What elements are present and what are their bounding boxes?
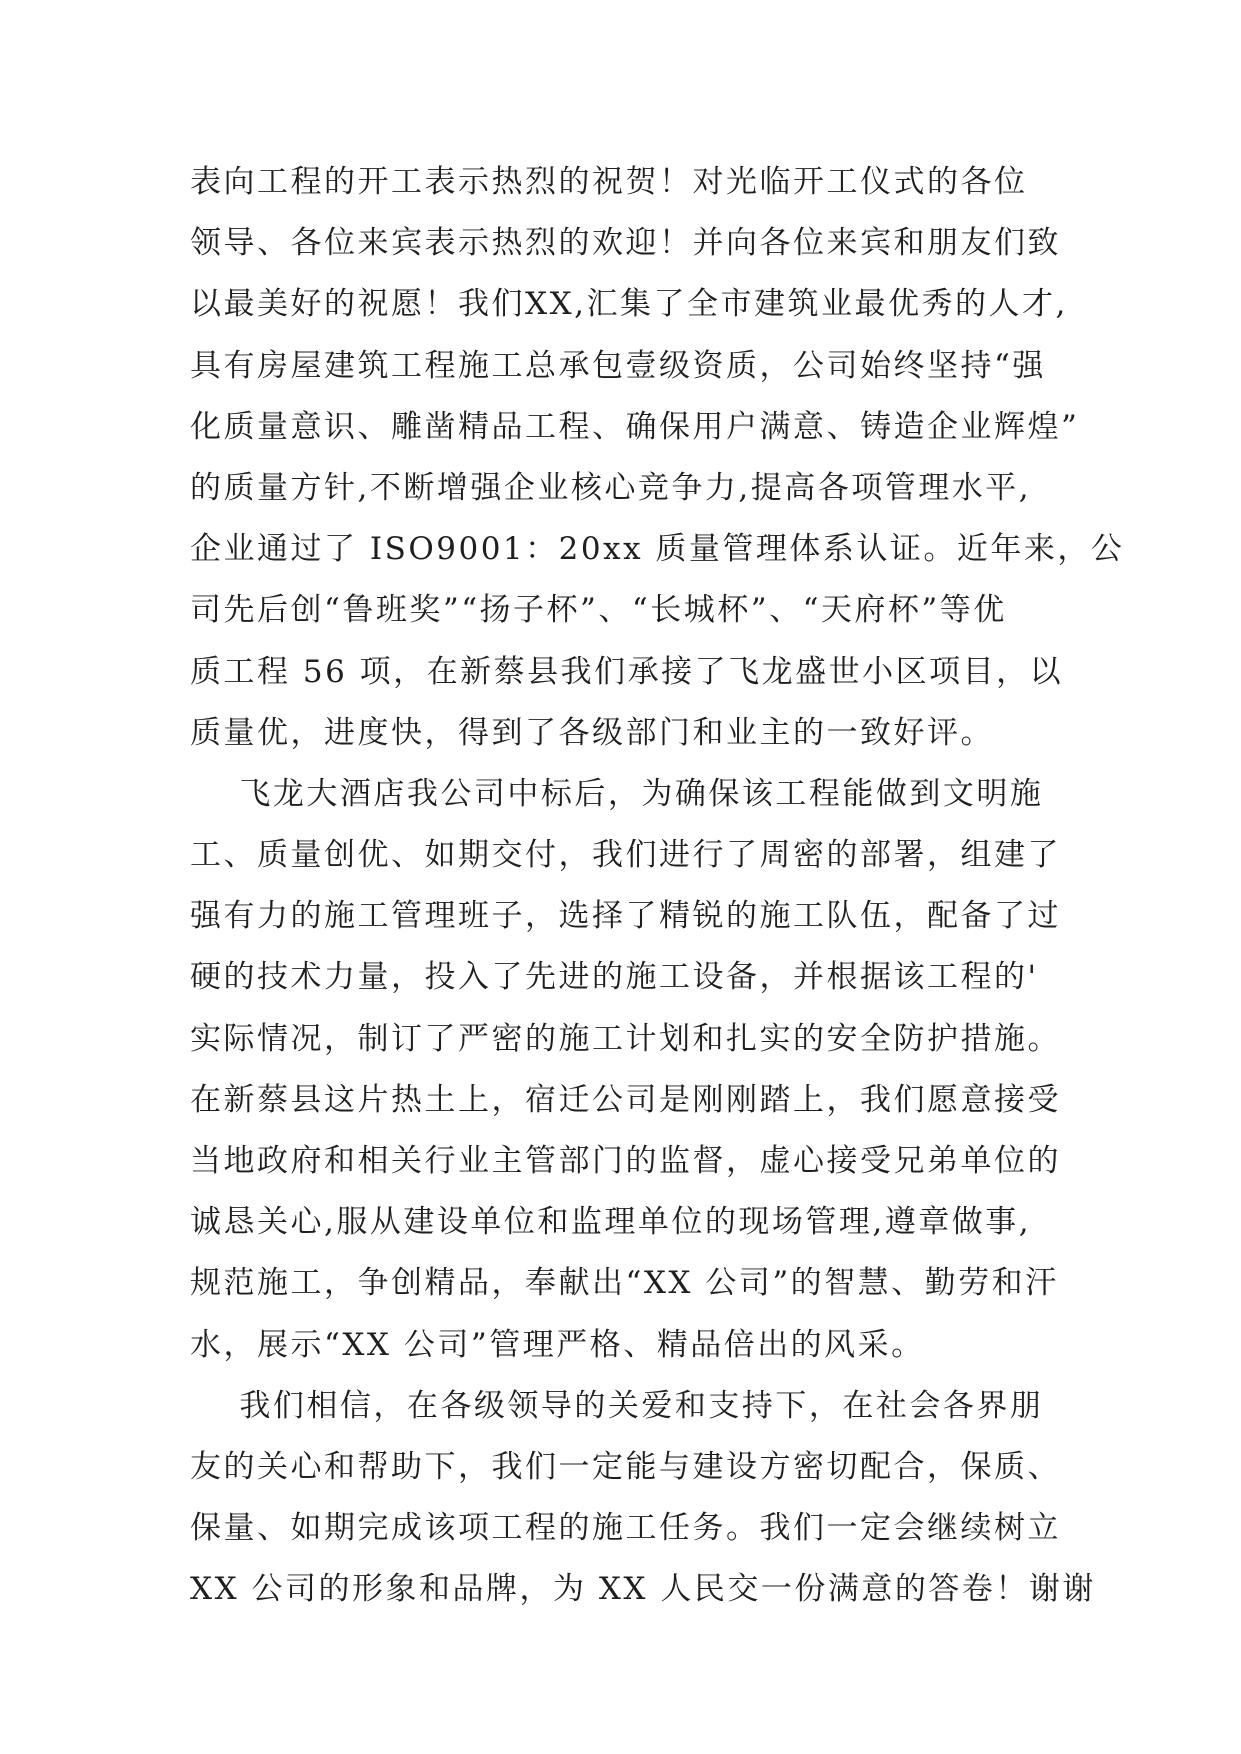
text-line: 的质量方针,不断增强企业核心竞争力,提高各项管理水平, [190,469,1032,506]
text-line: 表向工程的开工表示热烈的祝贺！对光临开工仪式的各位 [190,164,1028,200]
text-line: 具有房屋建筑工程施工总承包壹级资质，公司始终坚持“强 [190,347,1046,384]
text-line: 质量优，进度快，得到了各级部门和业主的一致好评。 [190,714,994,751]
text-line: 规范施工，争创精品，奉献出“XX 公司”的智慧、勤劳和汗 [190,1265,1059,1302]
text-line: 水，展示“XX 公司”管理严格、精品倍出的风采。 [190,1326,925,1363]
text-line: 企业通过了 ISO9001：20xx 质量管理体系认证。近年来，公 [190,531,1125,568]
text-line: 质工程 56 项，在新蔡县我们承接了飞龙盛世小区项目，以 [190,653,1064,690]
text-line: 工、质量创优、如期交付，我们进行了周密的部署，组建了 [190,837,1061,874]
text-line: 我们相信，在各级领导的关爱和支持下，在社会各界朋 [190,1387,1044,1424]
text-line: 实际情况，制订了严密的施工计划和扎实的安全防护措施。 [190,1020,1061,1057]
text-line: 化质量意识、雕凿精品工程、确保用户满意、铸造企业辉煌” [190,408,1080,445]
text-line: 司先后创“鲁班奖”“扬子杯”、“长城杯”、“天府杯”等优 [190,592,1007,629]
text-line: 在新蔡县这片热土上，宿迁公司是刚刚踏上，我们愿意接受 [190,1081,1061,1118]
text-line: 保量、如期完成该项工程的施工任务。我们一定会继续树立 [190,1510,1061,1547]
text-line: XX 公司的形象和品牌，为 XX 人民交一份满意的答卷！谢谢 [190,1571,1096,1608]
text-line: 飞龙大酒店我公司中标后，为确保该工程能做到文明施 [190,775,1044,812]
text-line: 诚恳关心,服从建设单位和监理单位的现场管理,遵章做事, [190,1204,1032,1241]
text-line: 当地政府和相关行业主管部门的监督，虚心接受兄弟单位的 [190,1143,1061,1179]
document-body [190,152,1125,1621]
text-line: 领导、各位来宾表示热烈的欢迎！并向各位来宾和朋友们致 [190,225,1061,262]
text-line: 强有力的施工管理班子，选择了精锐的施工队伍，配备了过 [190,898,1061,935]
text-line: 友的关心和帮助下，我们一定能与建设方密切配合，保质、 [190,1448,1061,1485]
text-line: 以最美好的祝愿！我们XX,汇集了全市建筑业最优秀的人才, [190,286,1068,323]
text-line: 硬的技术力量，投入了先进的施工设备，并根据该工程的' [190,959,1039,996]
